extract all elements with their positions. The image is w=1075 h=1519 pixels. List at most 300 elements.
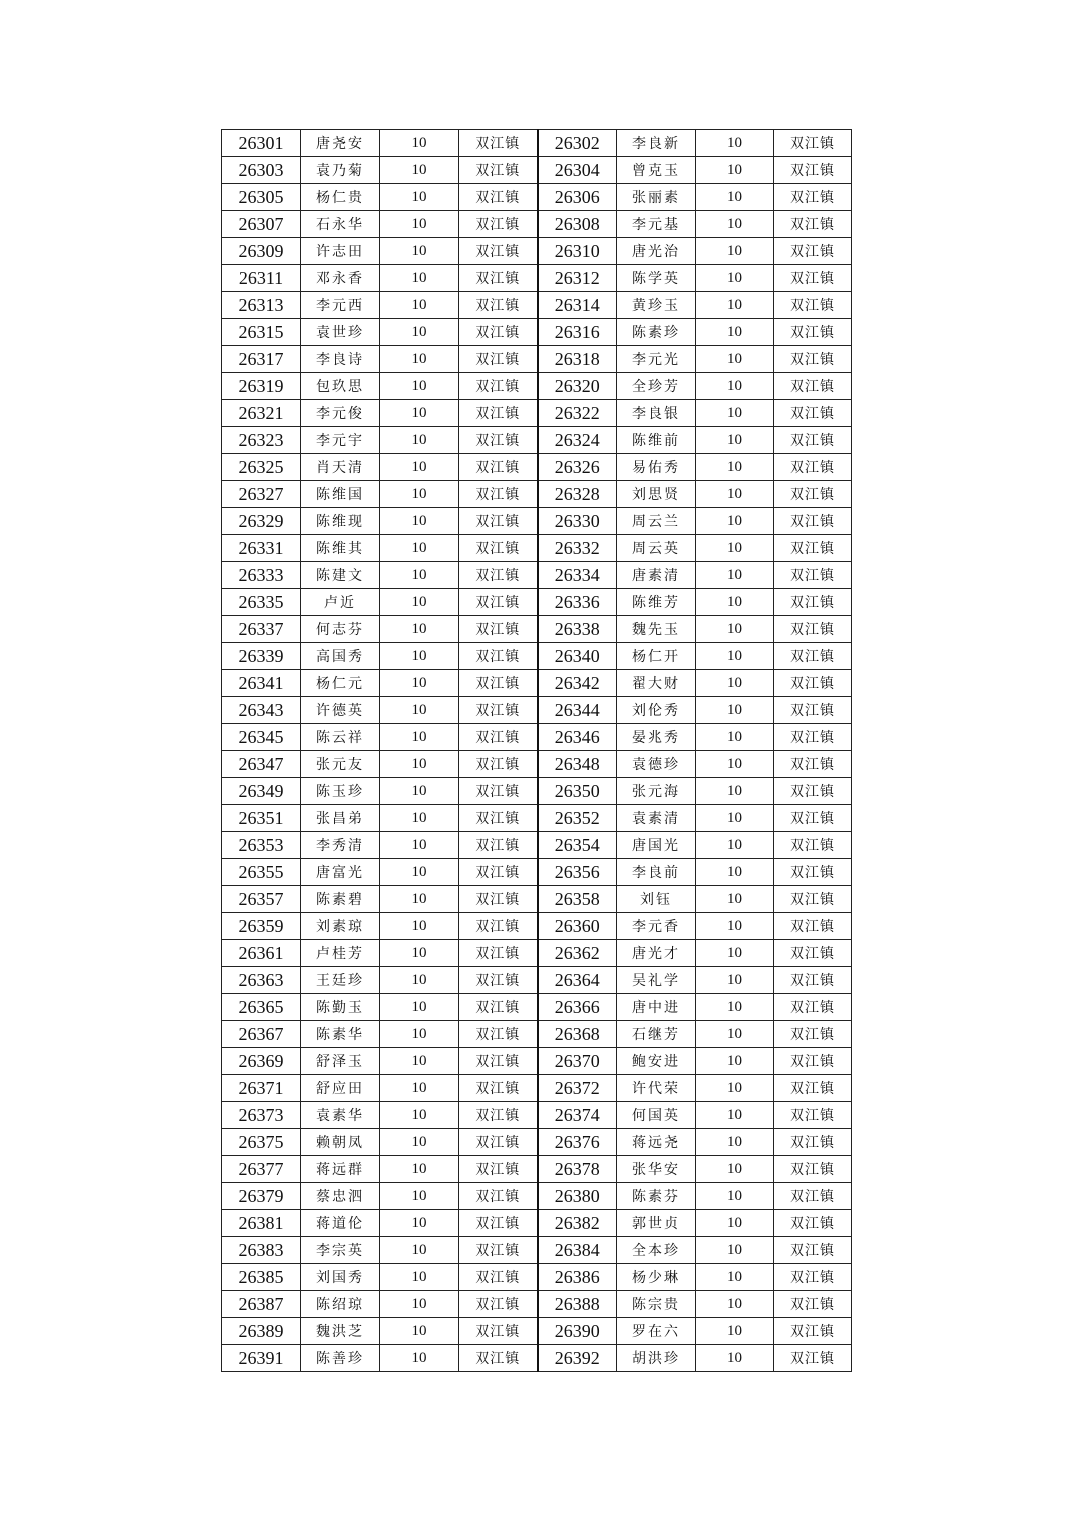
person-name-cell: 李元光 <box>617 346 696 373</box>
town-name-cell: 双江镇 <box>459 1318 538 1345</box>
person-name-cell: 袁素华 <box>301 1102 380 1129</box>
amount-cell: 10 <box>380 643 459 670</box>
town-name-cell: 双江镇 <box>774 157 852 184</box>
record-id-cell: 26320 <box>538 373 617 400</box>
record-id-cell: 26379 <box>222 1183 301 1210</box>
table-row <box>222 859 852 886</box>
amount-cell: 10 <box>380 373 459 400</box>
amount-cell: 10 <box>380 265 459 292</box>
amount-cell: 10 <box>696 373 774 400</box>
town-name-cell: 双江镇 <box>774 859 852 886</box>
record-id-cell: 26305 <box>222 184 301 211</box>
person-name-cell: 陈云祥 <box>301 724 380 751</box>
record-id-cell: 26366 <box>538 994 617 1021</box>
table-row <box>222 886 852 913</box>
town-name-cell: 双江镇 <box>459 1129 538 1156</box>
person-name-cell: 李元基 <box>617 211 696 238</box>
amount-cell: 10 <box>380 697 459 724</box>
roster-body <box>222 130 852 1372</box>
table-row <box>222 1021 852 1048</box>
person-name-cell: 包玖思 <box>301 373 380 400</box>
town-name-cell: 双江镇 <box>459 589 538 616</box>
table-row <box>222 1237 852 1264</box>
amount-cell: 10 <box>380 1210 459 1237</box>
record-id-cell: 26323 <box>222 427 301 454</box>
amount-cell: 10 <box>380 1345 459 1372</box>
town-name-cell: 双江镇 <box>774 670 852 697</box>
town-name-cell: 双江镇 <box>459 1237 538 1264</box>
person-name-cell: 李宗英 <box>301 1237 380 1264</box>
amount-cell: 10 <box>380 454 459 481</box>
person-name-cell: 李元香 <box>617 913 696 940</box>
town-name-cell: 双江镇 <box>774 427 852 454</box>
person-name-cell: 李元俊 <box>301 400 380 427</box>
record-id-cell: 26388 <box>538 1291 617 1318</box>
amount-cell: 10 <box>380 805 459 832</box>
table-row <box>222 1264 852 1291</box>
person-name-cell: 刘国秀 <box>301 1264 380 1291</box>
record-id-cell: 26331 <box>222 535 301 562</box>
amount-cell: 10 <box>380 994 459 1021</box>
table-row <box>222 1129 852 1156</box>
record-id-cell: 26315 <box>222 319 301 346</box>
town-name-cell: 双江镇 <box>459 832 538 859</box>
person-name-cell: 何志芬 <box>301 616 380 643</box>
town-name-cell: 双江镇 <box>459 1264 538 1291</box>
town-name-cell: 双江镇 <box>774 886 852 913</box>
table-row <box>222 265 852 292</box>
town-name-cell: 双江镇 <box>774 1183 852 1210</box>
town-name-cell: 双江镇 <box>459 724 538 751</box>
town-name-cell: 双江镇 <box>459 940 538 967</box>
town-name-cell: 双江镇 <box>774 184 852 211</box>
town-name-cell: 双江镇 <box>774 994 852 1021</box>
town-name-cell: 双江镇 <box>459 697 538 724</box>
person-name-cell: 张丽素 <box>617 184 696 211</box>
amount-cell: 10 <box>380 211 459 238</box>
town-name-cell: 双江镇 <box>459 886 538 913</box>
person-name-cell: 晏兆秀 <box>617 724 696 751</box>
town-name-cell: 双江镇 <box>459 643 538 670</box>
table-row <box>222 778 852 805</box>
person-name-cell: 张元友 <box>301 751 380 778</box>
record-id-cell: 26358 <box>538 886 617 913</box>
amount-cell: 10 <box>380 778 459 805</box>
table-row <box>222 913 852 940</box>
amount-cell: 10 <box>696 778 774 805</box>
record-id-cell: 26380 <box>538 1183 617 1210</box>
record-id-cell: 26384 <box>538 1237 617 1264</box>
record-id-cell: 26349 <box>222 778 301 805</box>
record-id-cell: 26353 <box>222 832 301 859</box>
record-id-cell: 26329 <box>222 508 301 535</box>
town-name-cell: 双江镇 <box>774 535 852 562</box>
record-id-cell: 26314 <box>538 292 617 319</box>
table-row <box>222 670 852 697</box>
town-name-cell: 双江镇 <box>459 778 538 805</box>
amount-cell: 10 <box>696 1264 774 1291</box>
person-name-cell: 杨仁元 <box>301 670 380 697</box>
table-row <box>222 292 852 319</box>
town-name-cell: 双江镇 <box>459 373 538 400</box>
person-name-cell: 罗在六 <box>617 1318 696 1345</box>
town-name-cell: 双江镇 <box>774 1156 852 1183</box>
roster-table <box>221 129 852 1372</box>
record-id-cell: 26306 <box>538 184 617 211</box>
amount-cell: 10 <box>380 1183 459 1210</box>
town-name-cell: 双江镇 <box>459 805 538 832</box>
table-row <box>222 1102 852 1129</box>
person-name-cell: 陈绍琼 <box>301 1291 380 1318</box>
person-name-cell: 卢近 <box>301 589 380 616</box>
person-name-cell: 陈素芬 <box>617 1183 696 1210</box>
record-id-cell: 26312 <box>538 265 617 292</box>
town-name-cell: 双江镇 <box>774 751 852 778</box>
amount-cell: 10 <box>380 184 459 211</box>
person-name-cell: 黄珍玉 <box>617 292 696 319</box>
record-id-cell: 26340 <box>538 643 617 670</box>
amount-cell: 10 <box>696 1021 774 1048</box>
person-name-cell: 李良新 <box>617 130 696 157</box>
person-name-cell: 陈建文 <box>301 562 380 589</box>
record-id-cell: 26322 <box>538 400 617 427</box>
person-name-cell: 石永华 <box>301 211 380 238</box>
town-name-cell: 双江镇 <box>774 400 852 427</box>
record-id-cell: 26357 <box>222 886 301 913</box>
person-name-cell: 陈维其 <box>301 535 380 562</box>
amount-cell: 10 <box>380 1075 459 1102</box>
person-name-cell: 李元宇 <box>301 427 380 454</box>
amount-cell: 10 <box>696 886 774 913</box>
record-id-cell: 26370 <box>538 1048 617 1075</box>
table-row <box>222 184 852 211</box>
record-id-cell: 26378 <box>538 1156 617 1183</box>
person-name-cell: 李良诗 <box>301 346 380 373</box>
record-id-cell: 26363 <box>222 967 301 994</box>
town-name-cell: 双江镇 <box>774 292 852 319</box>
record-id-cell: 26356 <box>538 859 617 886</box>
person-name-cell: 全珍芳 <box>617 373 696 400</box>
record-id-cell: 26342 <box>538 670 617 697</box>
town-name-cell: 双江镇 <box>774 1318 852 1345</box>
amount-cell: 10 <box>696 1075 774 1102</box>
record-id-cell: 26348 <box>538 751 617 778</box>
person-name-cell: 鲍安进 <box>617 1048 696 1075</box>
amount-cell: 10 <box>696 697 774 724</box>
amount-cell: 10 <box>696 1129 774 1156</box>
record-id-cell: 26354 <box>538 832 617 859</box>
record-id-cell: 26352 <box>538 805 617 832</box>
table-row <box>222 1183 852 1210</box>
amount-cell: 10 <box>696 805 774 832</box>
town-name-cell: 双江镇 <box>774 1291 852 1318</box>
town-name-cell: 双江镇 <box>459 319 538 346</box>
record-id-cell: 26337 <box>222 616 301 643</box>
record-id-cell: 26368 <box>538 1021 617 1048</box>
person-name-cell: 刘伦秀 <box>617 697 696 724</box>
amount-cell: 10 <box>696 562 774 589</box>
town-name-cell: 双江镇 <box>774 1345 852 1372</box>
person-name-cell: 许代荣 <box>617 1075 696 1102</box>
record-id-cell: 26338 <box>538 616 617 643</box>
town-name-cell: 双江镇 <box>774 1264 852 1291</box>
amount-cell: 10 <box>696 940 774 967</box>
town-name-cell: 双江镇 <box>774 778 852 805</box>
town-name-cell: 双江镇 <box>459 535 538 562</box>
town-name-cell: 双江镇 <box>774 373 852 400</box>
record-id-cell: 26310 <box>538 238 617 265</box>
record-id-cell: 26303 <box>222 157 301 184</box>
amount-cell: 10 <box>380 535 459 562</box>
amount-cell: 10 <box>380 616 459 643</box>
person-name-cell: 蔡忠泗 <box>301 1183 380 1210</box>
table-row <box>222 1048 852 1075</box>
person-name-cell: 全本珍 <box>617 1237 696 1264</box>
town-name-cell: 双江镇 <box>774 913 852 940</box>
table-row <box>222 751 852 778</box>
table-row <box>222 373 852 400</box>
person-name-cell: 唐中进 <box>617 994 696 1021</box>
table-row <box>222 1210 852 1237</box>
amount-cell: 10 <box>696 481 774 508</box>
amount-cell: 10 <box>380 1264 459 1291</box>
amount-cell: 10 <box>696 319 774 346</box>
table-row <box>222 967 852 994</box>
person-name-cell: 刘钰 <box>617 886 696 913</box>
record-id-cell: 26375 <box>222 1129 301 1156</box>
amount-cell: 10 <box>380 1021 459 1048</box>
town-name-cell: 双江镇 <box>459 130 538 157</box>
amount-cell: 10 <box>380 1156 459 1183</box>
amount-cell: 10 <box>696 535 774 562</box>
table-row <box>222 589 852 616</box>
person-name-cell: 许德英 <box>301 697 380 724</box>
record-id-cell: 26364 <box>538 967 617 994</box>
person-name-cell: 舒泽玉 <box>301 1048 380 1075</box>
amount-cell: 10 <box>380 589 459 616</box>
amount-cell: 10 <box>696 211 774 238</box>
person-name-cell: 易佑秀 <box>617 454 696 481</box>
town-name-cell: 双江镇 <box>459 967 538 994</box>
record-id-cell: 26362 <box>538 940 617 967</box>
person-name-cell: 胡洪珍 <box>617 1345 696 1372</box>
record-id-cell: 26326 <box>538 454 617 481</box>
amount-cell: 10 <box>696 427 774 454</box>
person-name-cell: 陈学英 <box>617 265 696 292</box>
person-name-cell: 邓永香 <box>301 265 380 292</box>
town-name-cell: 双江镇 <box>459 1102 538 1129</box>
record-id-cell: 26317 <box>222 346 301 373</box>
town-name-cell: 双江镇 <box>459 238 538 265</box>
record-id-cell: 26383 <box>222 1237 301 1264</box>
table-row <box>222 454 852 481</box>
record-id-cell: 26361 <box>222 940 301 967</box>
record-id-cell: 26341 <box>222 670 301 697</box>
town-name-cell: 双江镇 <box>774 508 852 535</box>
town-name-cell: 双江镇 <box>774 238 852 265</box>
amount-cell: 10 <box>696 643 774 670</box>
town-name-cell: 双江镇 <box>459 157 538 184</box>
person-name-cell: 陈宗贵 <box>617 1291 696 1318</box>
town-name-cell: 双江镇 <box>774 1237 852 1264</box>
person-name-cell: 袁德珍 <box>617 751 696 778</box>
record-id-cell: 26327 <box>222 481 301 508</box>
person-name-cell: 许志田 <box>301 238 380 265</box>
town-name-cell: 双江镇 <box>459 427 538 454</box>
town-name-cell: 双江镇 <box>459 265 538 292</box>
town-name-cell: 双江镇 <box>774 1048 852 1075</box>
person-name-cell: 翟大财 <box>617 670 696 697</box>
amount-cell: 10 <box>380 940 459 967</box>
person-name-cell: 陈维前 <box>617 427 696 454</box>
table-row <box>222 400 852 427</box>
record-id-cell: 26325 <box>222 454 301 481</box>
town-name-cell: 双江镇 <box>774 454 852 481</box>
record-id-cell: 26308 <box>538 211 617 238</box>
town-name-cell: 双江镇 <box>459 562 538 589</box>
person-name-cell: 陈维芳 <box>617 589 696 616</box>
amount-cell: 10 <box>696 346 774 373</box>
record-id-cell: 26360 <box>538 913 617 940</box>
town-name-cell: 双江镇 <box>774 1021 852 1048</box>
town-name-cell: 双江镇 <box>459 616 538 643</box>
person-name-cell: 张华安 <box>617 1156 696 1183</box>
record-id-cell: 26376 <box>538 1129 617 1156</box>
amount-cell: 10 <box>696 724 774 751</box>
town-name-cell: 双江镇 <box>774 346 852 373</box>
town-name-cell: 双江镇 <box>774 805 852 832</box>
town-name-cell: 双江镇 <box>459 1291 538 1318</box>
person-name-cell: 高国秀 <box>301 643 380 670</box>
town-name-cell: 双江镇 <box>774 832 852 859</box>
amount-cell: 10 <box>380 670 459 697</box>
record-id-cell: 26343 <box>222 697 301 724</box>
person-name-cell: 何国英 <box>617 1102 696 1129</box>
town-name-cell: 双江镇 <box>774 1075 852 1102</box>
table-row <box>222 508 852 535</box>
person-name-cell: 唐国光 <box>617 832 696 859</box>
town-name-cell: 双江镇 <box>459 400 538 427</box>
amount-cell: 10 <box>380 481 459 508</box>
amount-cell: 10 <box>380 1318 459 1345</box>
person-name-cell: 张昌弟 <box>301 805 380 832</box>
person-name-cell: 蒋远尧 <box>617 1129 696 1156</box>
amount-cell: 10 <box>380 832 459 859</box>
record-id-cell: 26346 <box>538 724 617 751</box>
amount-cell: 10 <box>380 967 459 994</box>
amount-cell: 10 <box>380 1237 459 1264</box>
person-name-cell: 卢桂芳 <box>301 940 380 967</box>
table-row <box>222 211 852 238</box>
amount-cell: 10 <box>696 292 774 319</box>
person-name-cell: 杨少琳 <box>617 1264 696 1291</box>
record-id-cell: 26382 <box>538 1210 617 1237</box>
table-row <box>222 427 852 454</box>
person-name-cell: 唐光才 <box>617 940 696 967</box>
table-row <box>222 1156 852 1183</box>
record-id-cell: 26387 <box>222 1291 301 1318</box>
town-name-cell: 双江镇 <box>774 589 852 616</box>
town-name-cell: 双江镇 <box>459 1048 538 1075</box>
town-name-cell: 双江镇 <box>774 1129 852 1156</box>
person-name-cell: 袁素清 <box>617 805 696 832</box>
record-id-cell: 26372 <box>538 1075 617 1102</box>
town-name-cell: 双江镇 <box>774 724 852 751</box>
amount-cell: 10 <box>380 1102 459 1129</box>
record-id-cell: 26389 <box>222 1318 301 1345</box>
amount-cell: 10 <box>380 913 459 940</box>
record-id-cell: 26373 <box>222 1102 301 1129</box>
town-name-cell: 双江镇 <box>459 670 538 697</box>
record-id-cell: 26367 <box>222 1021 301 1048</box>
person-name-cell: 魏洪芝 <box>301 1318 380 1345</box>
person-name-cell: 周云兰 <box>617 508 696 535</box>
town-name-cell: 双江镇 <box>459 913 538 940</box>
person-name-cell: 李秀清 <box>301 832 380 859</box>
town-name-cell: 双江镇 <box>459 994 538 1021</box>
person-name-cell: 刘思贤 <box>617 481 696 508</box>
table-row <box>222 346 852 373</box>
table-row <box>222 832 852 859</box>
person-name-cell: 袁乃菊 <box>301 157 380 184</box>
amount-cell: 10 <box>696 1237 774 1264</box>
person-name-cell: 石继芳 <box>617 1021 696 1048</box>
town-name-cell: 双江镇 <box>459 1156 538 1183</box>
record-id-cell: 26324 <box>538 427 617 454</box>
amount-cell: 10 <box>380 1291 459 1318</box>
person-name-cell: 杨仁贵 <box>301 184 380 211</box>
person-name-cell: 陈善珍 <box>301 1345 380 1372</box>
amount-cell: 10 <box>696 1048 774 1075</box>
person-name-cell: 唐尧安 <box>301 130 380 157</box>
person-name-cell: 陈勤玉 <box>301 994 380 1021</box>
record-id-cell: 26347 <box>222 751 301 778</box>
record-id-cell: 26318 <box>538 346 617 373</box>
amount-cell: 10 <box>380 562 459 589</box>
amount-cell: 10 <box>696 130 774 157</box>
record-id-cell: 26344 <box>538 697 617 724</box>
amount-cell: 10 <box>696 1156 774 1183</box>
town-name-cell: 双江镇 <box>459 1183 538 1210</box>
amount-cell: 10 <box>380 1129 459 1156</box>
person-name-cell: 陈素华 <box>301 1021 380 1048</box>
amount-cell: 10 <box>696 913 774 940</box>
person-name-cell: 郭世贞 <box>617 1210 696 1237</box>
town-name-cell: 双江镇 <box>459 184 538 211</box>
amount-cell: 10 <box>380 859 459 886</box>
record-id-cell: 26309 <box>222 238 301 265</box>
town-name-cell: 双江镇 <box>459 481 538 508</box>
amount-cell: 10 <box>696 184 774 211</box>
person-name-cell: 李元西 <box>301 292 380 319</box>
record-id-cell: 26328 <box>538 481 617 508</box>
town-name-cell: 双江镇 <box>774 697 852 724</box>
amount-cell: 10 <box>380 1048 459 1075</box>
record-id-cell: 26304 <box>538 157 617 184</box>
table-row <box>222 994 852 1021</box>
amount-cell: 10 <box>380 292 459 319</box>
amount-cell: 10 <box>380 427 459 454</box>
amount-cell: 10 <box>696 1102 774 1129</box>
town-name-cell: 双江镇 <box>774 967 852 994</box>
amount-cell: 10 <box>696 157 774 184</box>
record-id-cell: 26381 <box>222 1210 301 1237</box>
person-name-cell: 吴礼学 <box>617 967 696 994</box>
record-id-cell: 26307 <box>222 211 301 238</box>
town-name-cell: 双江镇 <box>459 346 538 373</box>
amount-cell: 10 <box>696 1291 774 1318</box>
person-name-cell: 陈玉珍 <box>301 778 380 805</box>
